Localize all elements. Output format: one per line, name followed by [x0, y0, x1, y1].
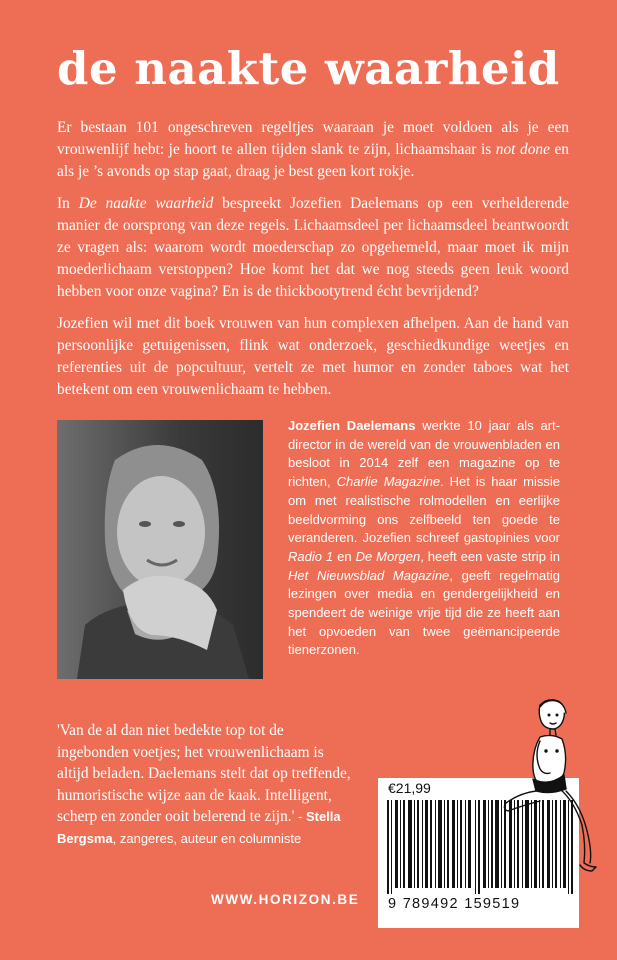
price-label: €21,99 — [388, 780, 431, 796]
review-quote: 'Van de al dan niet bedekte top tot de ingebonden voetjes; het vrouwenlichaam is altijd beladen. Daelemans stelt dat op treffende, humoristische wijze aan de kaak. Intelligent, scherp en zonder ooit belerend te zijn.' - Stella Bergsma, zangeres, auteur en columniste — [57, 722, 351, 846]
author-name: Jozefien Daelemans — [288, 418, 416, 433]
sitting-woman-illustration — [500, 695, 600, 875]
blurb-paragraph-1: Er bestaan 101 ongeschreven regeltjes waaraan je moet voldoen als je een vrouwenlijf hebt: je hoort te allen tijden slank te zijn, lichaamshaar is not done en als je ’s avonds op stap gaat, draag je best geen kort rokje. — [57, 119, 569, 180]
blurb-paragraph-2: In De naakte waarheid bespreekt Jozefien Daelemans op een verhelderende manier de oorsprong van deze regels. Lichaamsdeel per lichaamsdeel beantwoordt ze vragen als: waarom wordt moederschap zo opgehemeld, maar moet ik mijn moederlichaam verstoppen? Hoe komt het dat we nog steeds geen leuk woord hebben voor onze vagina? En is de thickbootytrend écht bevrijdend? — [57, 195, 570, 300]
author-bio: Jozefien Daelemans werkte 10 jaar als art-director in de wereld van de vrouwenbladen en besloot in 2014 zelf een magazine op te richten, Charlie Magazine. Het is haar missie om met realistische rolmodellen en eerlijke beeldvorming ons zelfbeeld ten goede te veranderen. Jozefien schreef gastopinies voor Radio 1 en De Morgen, heeft een vaste strip in Het Nieuwsblad Magazine, geeft regelmatig lezingen over media en gendergelijkheid en spendeert de weinige vrije tijd die ze heeft aan het opvoeden van twee geëmancipeerde tienerzonen. — [288, 418, 561, 658]
blurb-paragraph-3: Jozefien wil met dit boek vrouwen van hun complexen afhelpen. Aan de hand van persoonlijke getuigenissen, flink wat onderzoek, geschiedkundige weetjes en referenties uit de popcultuur, vertelt ze met humor en zonder taboes wat het betekent om een vrouwenlichaam te hebben. — [57, 315, 569, 398]
isbn-number: 9 789492 159519 — [388, 896, 521, 912]
publisher-website: WWW.HORIZON.BE — [211, 892, 360, 907]
author-photo — [57, 420, 263, 679]
reviewer-name: Stella Bergsma — [57, 809, 341, 846]
book-title: de naakte waarheid — [57, 42, 560, 95]
